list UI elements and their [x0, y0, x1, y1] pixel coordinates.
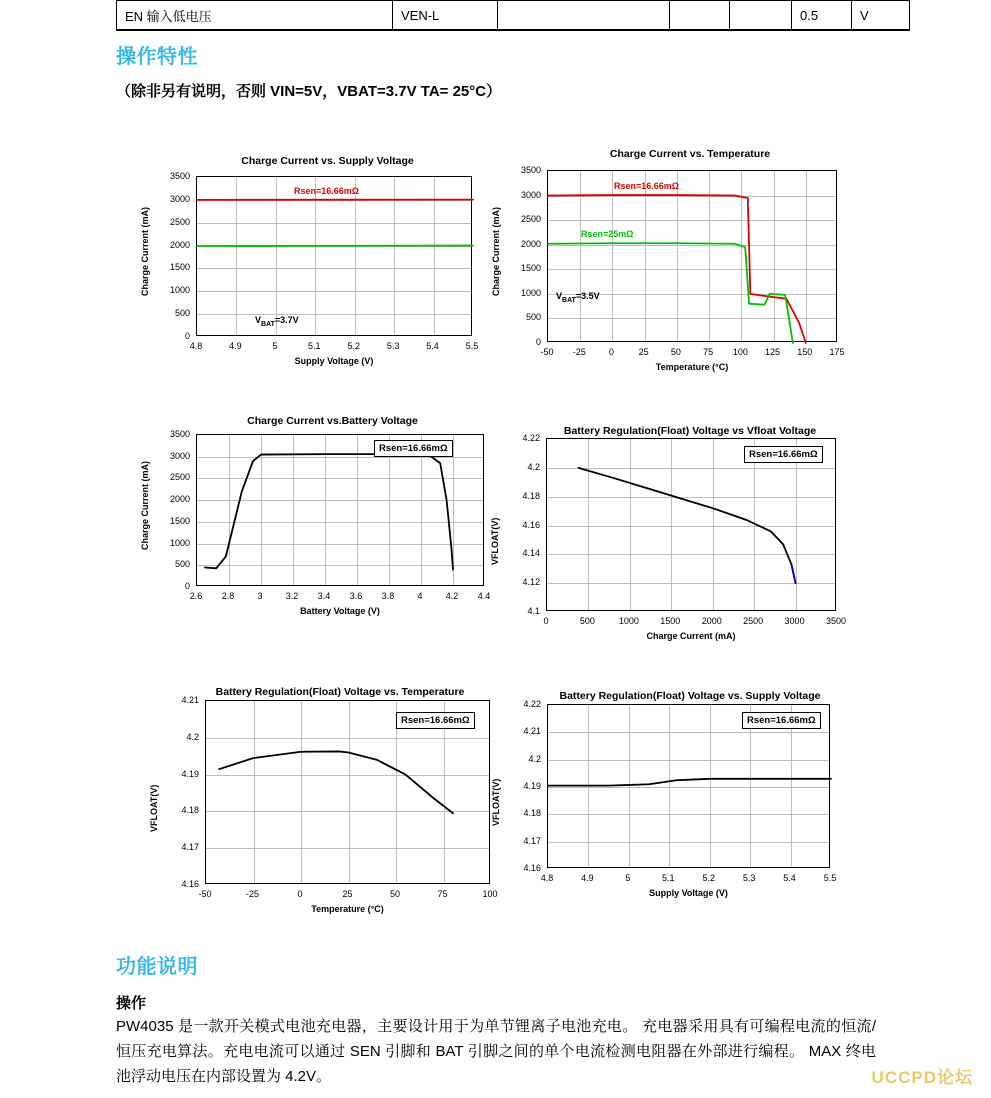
y-axis-tick-label: 4.16 [181, 879, 199, 889]
y-axis-tick-label: 4.12 [522, 577, 540, 588]
x-axis-tick-label: 3.4 [317, 591, 331, 601]
y-axis-tick-label: 3500 [169, 429, 190, 439]
y-axis-tick-label: 2000 [169, 494, 190, 505]
chart-series-layer [197, 177, 473, 337]
x-axis-tick-label: 5.3 [742, 873, 756, 883]
x-axis-tick-label: 5.1 [662, 873, 675, 883]
x-axis-tick-label: 2.6 [189, 591, 203, 601]
y-axis-tick-label: 0 [535, 337, 541, 347]
y-axis-tick-label: 500 [525, 312, 541, 323]
table-cell-unit: V [852, 1, 909, 30]
x-axis-tick-label: -25 [572, 347, 586, 357]
x-axis-tick-label: 4 [417, 591, 423, 601]
x-axis-tick-label: 150 [797, 347, 813, 357]
x-axis-tick-label: 25 [342, 889, 353, 899]
x-axis-tick-label: 2000 [701, 616, 722, 626]
series-line [205, 454, 453, 570]
y-axis-tick-label: 4.18 [522, 490, 540, 501]
x-axis-tick-label: 3 [257, 591, 263, 601]
chart-series-layer [547, 439, 837, 612]
table-cell-parameter: EN 输入低电压 [117, 1, 393, 30]
y-axis-tick-label: 1500 [169, 262, 190, 273]
operation-paragraph: PW4035 是一款开关模式电池充电器，主要设计用于为单节锂离子电池充电。 充电器采用具有可编程电流的恒流/恒压充电算法。充电电流可以通过 SEN 引脚和 BAT 引脚之间的单个电流检测电阻器在外部进行编程。 MAX 终电池浮动电压在内部设置为 4.2V。 [116, 1018, 876, 1085]
x-axis-tick-label: 5.5 [823, 873, 837, 883]
y-axis-tick-label: 4.1 [527, 606, 540, 616]
y-axis-tick-label: 4.22 [522, 433, 540, 443]
table-cell-max: 0.5 [792, 1, 852, 30]
y-axis-label: VFLOAT(V) [490, 517, 500, 565]
spec-table-row-fragment [116, 0, 910, 31]
x-axis-tick-label: 4.4 [477, 591, 491, 601]
y-axis-tick-label: 2500 [520, 214, 541, 225]
y-axis-tick-label: 4.22 [523, 699, 541, 709]
x-axis-tick-label: 0 [608, 347, 614, 357]
x-axis-tick-label: 3.2 [285, 591, 299, 601]
x-axis-tick-label: 50 [389, 889, 401, 899]
chart-title: Charge Current vs. Temperature [609, 148, 771, 160]
y-axis-label: Charge Current (mA) [140, 206, 150, 296]
x-axis-tick-label: 50 [670, 347, 681, 357]
y-axis-tick-label: 1500 [169, 515, 190, 526]
table-cell-min [670, 1, 730, 30]
x-axis-tick-label: 5.1 [308, 341, 321, 351]
chart-annotation: Rsen=25mΩ [581, 229, 634, 239]
y-axis-tick-label: 4.17 [523, 835, 541, 846]
table-cell-typ [730, 1, 792, 30]
x-axis-tick-label: 100 [732, 347, 748, 357]
x-axis-tick-label: 1500 [660, 616, 681, 626]
chart-annotation: Rsen=16.66mΩ [742, 712, 821, 729]
section-heading-operating-characteristics: 操作特性 [116, 46, 198, 68]
chart-title: Battery Regulation(Float) Voltage vs. Supply Voltage [559, 690, 821, 702]
x-axis-tick-label: 2500 [743, 616, 764, 626]
x-axis-tick-label: 5.2 [347, 341, 360, 351]
y-axis-tick-label: 4.2 [528, 753, 541, 764]
x-axis-tick-label: 2.8 [221, 591, 235, 601]
chart-annotation: Rsen=16.66mΩ [744, 446, 823, 463]
x-axis-tick-label: 5 [272, 341, 278, 351]
chart-annotation: Rsen=16.66mΩ [374, 440, 453, 457]
x-axis-tick-label: 100 [482, 889, 498, 899]
chart-annotation: Rsen=16.66mΩ [614, 181, 680, 191]
y-axis-tick-label: 1000 [520, 287, 541, 298]
y-axis-tick-label: 2000 [169, 239, 190, 250]
x-axis-label: Charge Current (mA) [646, 631, 736, 641]
series-line [219, 751, 453, 813]
y-axis-tick-label: 4.14 [522, 548, 540, 559]
x-axis-tick-label: 500 [579, 616, 595, 626]
x-axis-tick-label: 1000 [618, 616, 639, 626]
x-axis-label: Temperature (°C) [655, 362, 729, 372]
chart-title: Battery Regulation(Float) Voltage vs Vfloat Voltage [563, 425, 817, 437]
y-axis-tick-label: 1000 [169, 285, 190, 296]
y-axis-tick-label: 500 [174, 559, 190, 570]
y-axis-tick-label: 4.17 [181, 842, 199, 853]
series-line [791, 564, 795, 583]
chart-annotation: Rsen=16.66mΩ [294, 186, 360, 196]
x-axis-tick-label: 5.3 [386, 341, 400, 351]
x-axis-tick-label: 5.5 [465, 341, 479, 351]
y-axis-tick-label: 0 [184, 581, 190, 591]
y-axis-tick-label: 4.21 [181, 695, 199, 705]
x-axis-tick-label: 5 [625, 873, 631, 883]
y-axis-tick-label: 1000 [169, 537, 190, 548]
chart-title: Charge Current vs. Supply Voltage [241, 155, 414, 167]
x-axis-label: Battery Voltage (V) [300, 606, 380, 616]
y-axis-tick-label: 4.16 [522, 519, 540, 530]
chart-annotation: $V_{BAT}=3.7V$ [255, 315, 299, 328]
y-axis-tick-label: 3000 [169, 193, 190, 204]
chart-annotation: Rsen=16.66mΩ [396, 712, 475, 729]
y-axis-tick-label: 4.2 [527, 461, 540, 472]
x-axis-tick-label: 3000 [784, 616, 805, 626]
x-axis-tick-label: 3.8 [381, 591, 395, 601]
y-axis-tick-label: 1500 [520, 263, 541, 274]
x-axis-tick-label: 5.4 [426, 341, 439, 351]
x-axis-tick-label: 3.6 [349, 591, 363, 601]
y-axis-tick-label: 3500 [520, 165, 541, 175]
y-axis-tick-label: 2000 [520, 238, 541, 249]
y-axis-label: Charge Current (mA) [140, 460, 150, 550]
watermark-text: UCCPD论坛 [871, 1068, 973, 1087]
x-axis-tick-label: 4.8 [540, 873, 554, 883]
x-axis-tick-label: 4.8 [189, 341, 203, 351]
y-axis-label: VFLOAT(V) [149, 784, 159, 832]
chart-title: Battery Regulation(Float) Voltage vs. Temperature [215, 686, 465, 698]
subsection-heading-operation: 操作 [116, 995, 147, 1012]
y-axis-tick-label: 4.18 [181, 805, 199, 816]
y-axis-tick-label: 3000 [169, 450, 190, 461]
series-line [578, 468, 795, 583]
x-axis-tick-label: 75 [703, 347, 714, 357]
series-line [548, 195, 806, 343]
x-axis-tick-label: 0 [543, 616, 549, 626]
plot-area [546, 438, 836, 611]
chart-title: Charge Current vs.Battery Voltage [247, 415, 418, 427]
chart-annotation: $V_{BAT}=3.5V$ [556, 291, 600, 304]
x-axis-tick-label: 4.9 [581, 873, 594, 883]
y-axis-tick-label: 2500 [169, 216, 190, 227]
x-axis-tick-label: -25 [245, 889, 260, 899]
y-axis-tick-label: 4.18 [523, 808, 541, 819]
chart-series-layer [548, 705, 831, 869]
table-cell-symbol: VEN-L [393, 1, 498, 30]
section-heading-functional-description: 功能说明 [116, 956, 198, 978]
plot-area [196, 176, 472, 336]
y-axis-tick-label: 4.19 [181, 768, 199, 779]
chart-series-layer [197, 435, 485, 587]
y-axis-tick-label: 4.19 [523, 781, 541, 791]
x-axis-tick-label: 75 [437, 889, 448, 899]
series-line [548, 779, 831, 786]
plot-area [547, 170, 837, 342]
x-axis-tick-label: 5.4 [783, 873, 796, 883]
y-axis-tick-label: 2500 [169, 472, 190, 483]
y-axis-tick-label: 0 [184, 331, 190, 341]
y-axis-label: Charge Current (mA) [491, 206, 501, 296]
x-axis-tick-label: 25 [638, 347, 649, 357]
test-conditions-note: （除非另有说明，否则 VIN=5V，VBAT=3.7V TA= 25°C） [116, 83, 502, 100]
x-axis-tick-label: 4.2 [445, 591, 459, 601]
x-axis-tick-label: 3500 [825, 616, 847, 626]
x-axis-tick-label: 125 [765, 347, 781, 357]
chart-series-layer [548, 171, 838, 343]
x-axis-tick-label: -50 [540, 347, 554, 357]
x-axis-label: Temperature (°C) [311, 904, 384, 914]
y-axis-tick-label: 3000 [520, 189, 541, 200]
x-axis-tick-label: -50 [198, 889, 212, 899]
x-axis-tick-label: 175 [829, 347, 845, 357]
x-axis-tick-label: 5.2 [702, 873, 715, 883]
y-axis-tick-label: 4.16 [523, 863, 541, 873]
y-axis-label: VFLOAT(V) [491, 778, 501, 826]
y-axis-tick-label: 4.21 [523, 726, 541, 737]
y-axis-tick-label: 500 [174, 308, 190, 319]
y-axis-tick-label: 3500 [169, 171, 190, 181]
x-axis-label: Supply Voltage (V) [649, 888, 728, 898]
x-axis-label: Supply Voltage (V) [294, 356, 374, 366]
x-axis-tick-label: 4.9 [229, 341, 242, 351]
y-axis-tick-label: 4.2 [186, 731, 199, 742]
table-cell-conditions [498, 1, 670, 30]
x-axis-tick-label: 0 [297, 889, 303, 899]
